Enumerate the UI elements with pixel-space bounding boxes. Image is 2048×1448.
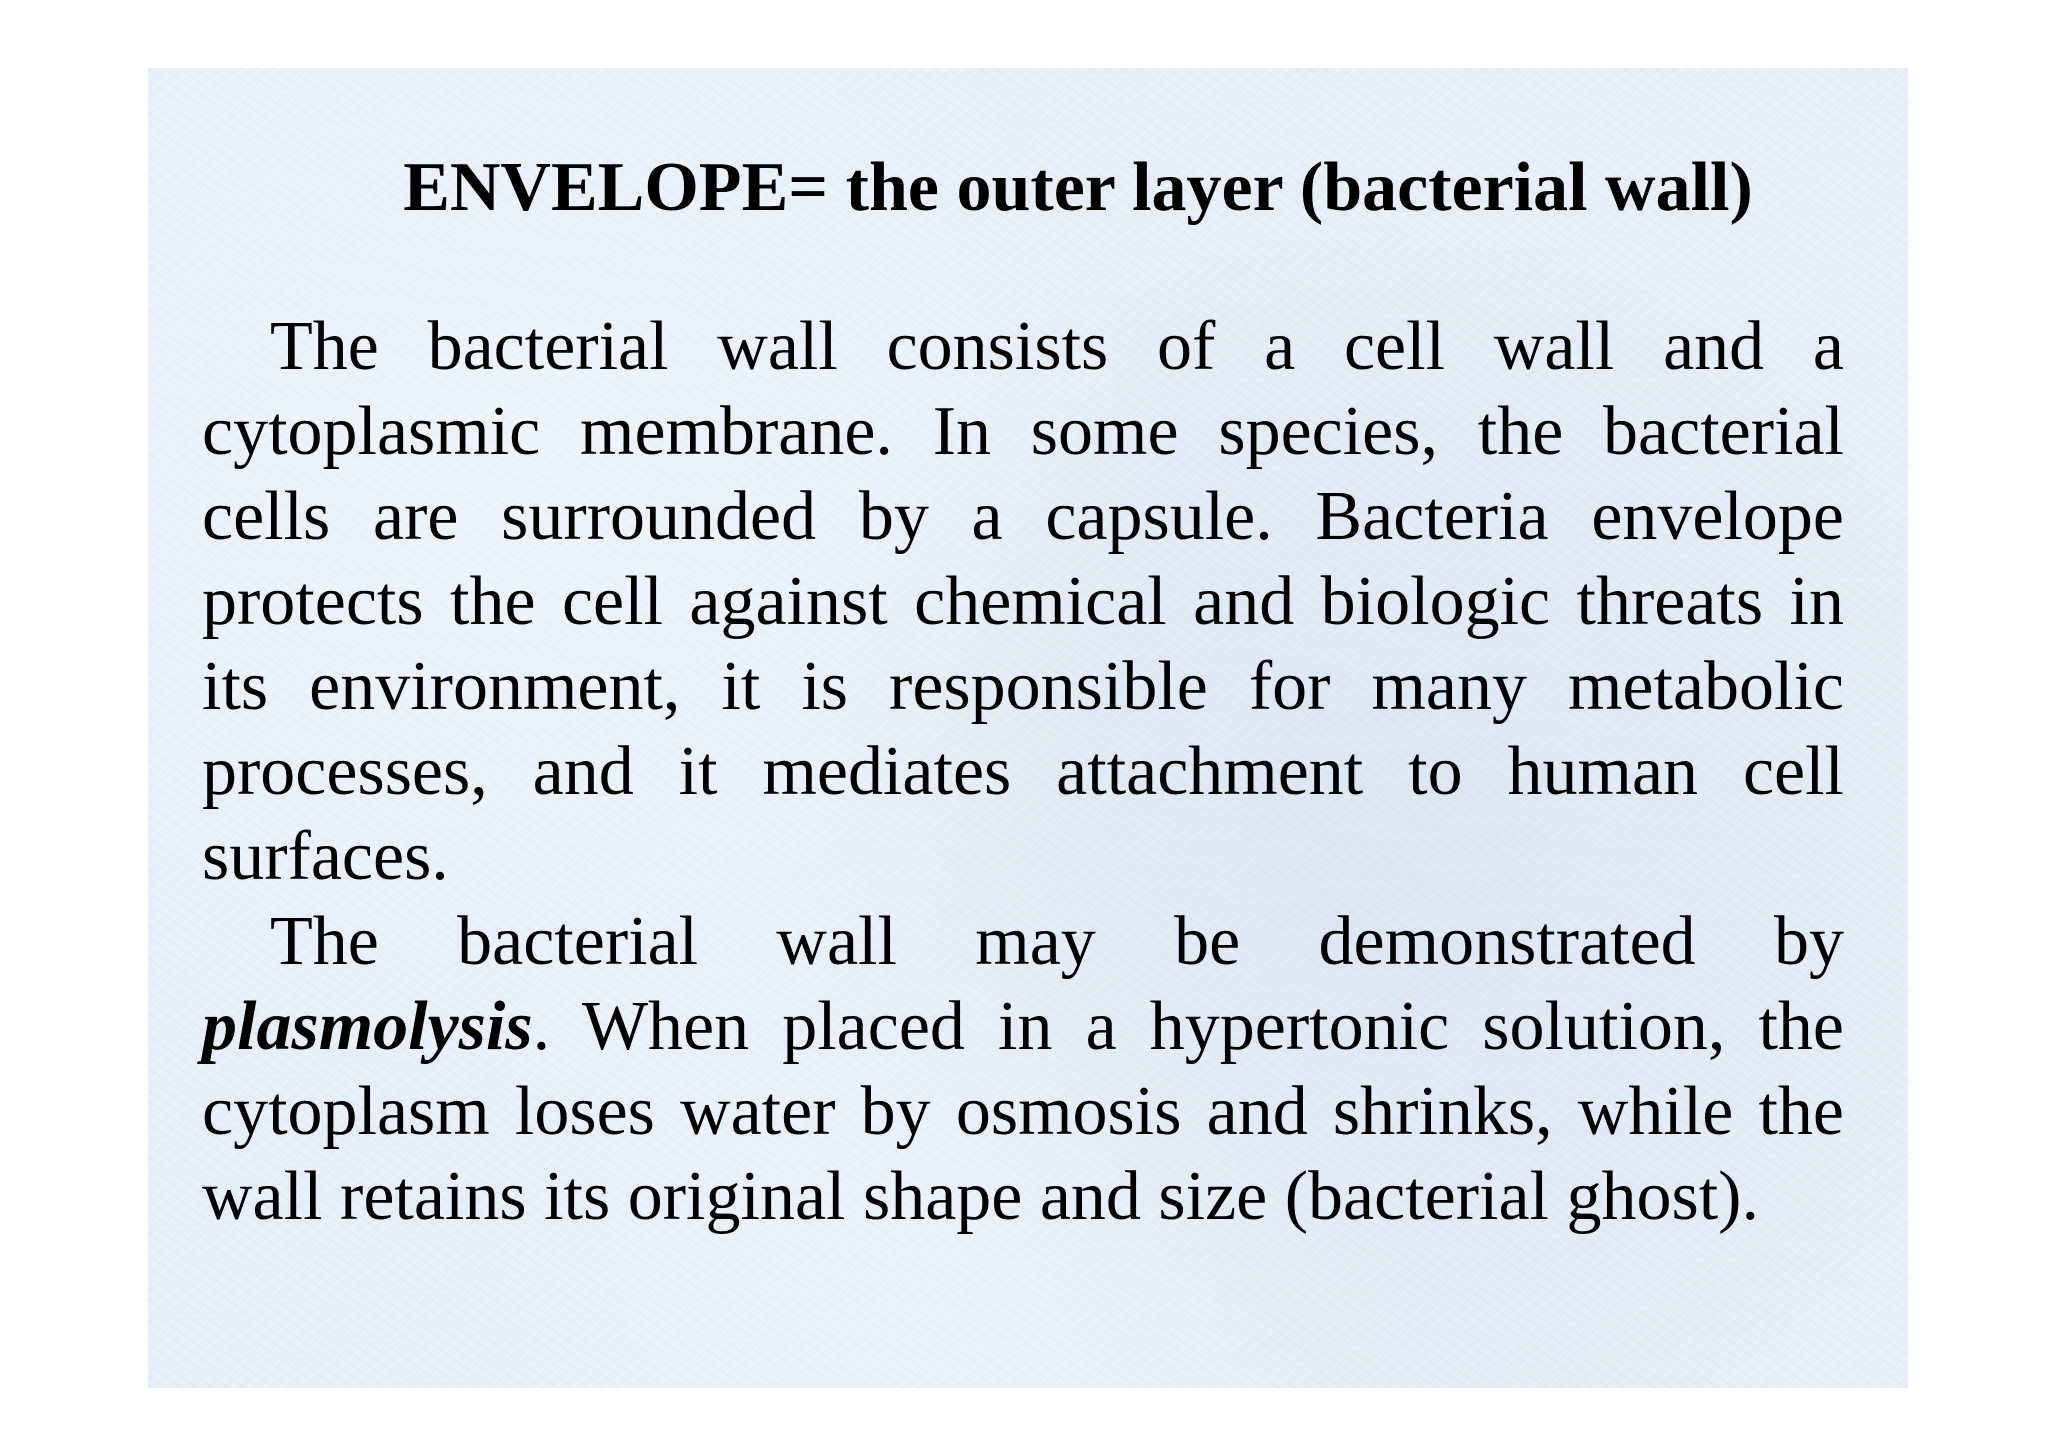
- plasmolysis-term: plasmolysis: [202, 988, 533, 1065]
- slide: [148, 68, 1908, 1388]
- paragraph-plasmolysis-intro: The bacterial wall may be demonstrated by: [270, 903, 1844, 980]
- paragraph-bacterial-wall: The bacterial wall consists of a cell wall and a cytoplasmic membrane. In some species, the bacterial cells are surrounded by a capsule. Bacteria envelope protects the cell against chemical and biologic threats in its environment, it is responsible for many metabolic processes, and it mediates attachment to human cell surfaces.: [202, 308, 1844, 895]
- slide-body: [202, 304, 1844, 1239]
- paragraph-plasmolysis: [202, 899, 1844, 1239]
- paragraph-plasmolysis-rest: . When placed in a hypertonic solution, the cytoplasm loses water by osmosis and shrinks, while the wall retains its original shape and size (bacterial ghost).: [202, 988, 1844, 1235]
- slide-heading: ENVELOPE= the outer layer (bacterial wall): [403, 149, 1753, 226]
